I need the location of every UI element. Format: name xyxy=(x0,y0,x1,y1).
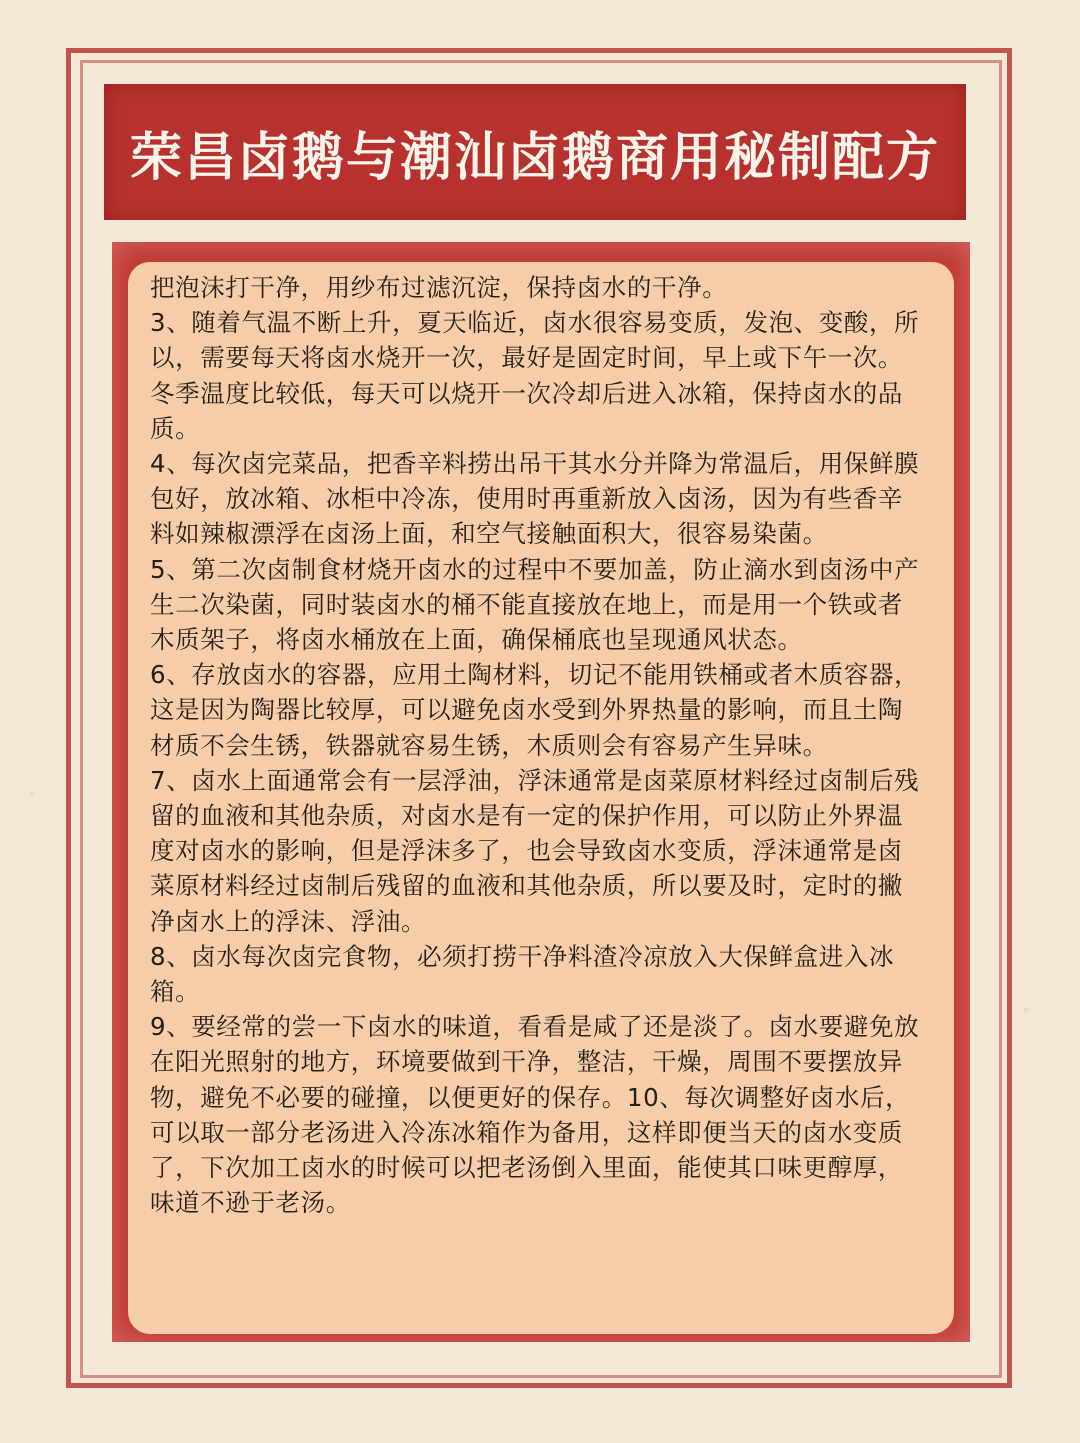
paragraph-intro: 把泡沫打干净，用纱布过滤沉淀，保持卤水的干净。 xyxy=(150,273,728,302)
paragraph-3: 3、随着气温不断上升，夏天临近，卤水很容易变质，发泡、变酸，所以，需要每天将卤水烧开一次，最好是固定时间，早上或下午一次。冬季温度比较低，每天可以烧开一次冷却后进入冰箱，保持卤水的品质。 xyxy=(150,308,920,443)
paragraph-8: 8、卤水每次卤完食物，必须打捞干净料渣冷凉放入大保鲜盒进入冰箱。 xyxy=(150,941,895,1007)
paragraph-9-10: 9、要经常的尝一下卤水的味道，看看是咸了还是淡了。卤水要避免放在阳光照射的地方，环境要做到干净，整洁，干燥，周围不要摆放异物，避免不必要的碰撞，以便更好的保存。10、每次调整好卤水后，可以取一部分老汤进入冷冻冰箱作为备用，这样即便当天的卤水变质了，下次加工卤水的时候可以把老汤倒入里面，能使其口味更醇厚，味道不逊于老汤。 xyxy=(150,1012,920,1218)
paragraph-7: 7、卤水上面通常会有一层浮油，浮沫通常是卤菜原材料经过卤制后残留的血液和其他杂质，对卤水是有一定的保护作用，可以防止外界温度对卤水的影响，但是浮沫多了，也会导致卤水变质，浮沫通常是卤菜原材料经过卤制后残留的血液和其他杂质，所以要及时，定时的撇净卤水上的浮沫、浮油。 xyxy=(150,765,920,936)
page-title: 荣昌卤鹅与潮汕卤鹅商用秘制配方 xyxy=(129,127,940,188)
content-card xyxy=(128,262,954,1334)
paragraph-5: 5、第二次卤制食材烧开卤水的过程中不要加盖，防止滴水到卤汤中产生二次染菌，同时装卤水的桶不能直接放在地上，而是用一个铁或者木质架子，将卤水桶放在上面，确保桶底也呈现通风状态。 xyxy=(150,554,920,655)
paragraph-4: 4、每次卤完菜品，把香辛料捞出吊干其水分并降为常温后，用保鲜膜包好，放冰箱、冰柜中冷冻，使用时再重新放入卤汤，因为有些香辛料如辣椒漂浮在卤汤上面，和空气接触面积大，很容易染菌。 xyxy=(150,449,920,549)
title-banner xyxy=(104,84,966,220)
paragraph-6: 6、存放卤水的容器，应用土陶材料，切记不能用铁桶或者木质容器，这是因为陶器比较厚，可以避免卤水受到外界热量的影响，而且土陶材质不会生锈，铁器就容易生锈，木质则会有容易产生异味。 xyxy=(150,660,920,760)
